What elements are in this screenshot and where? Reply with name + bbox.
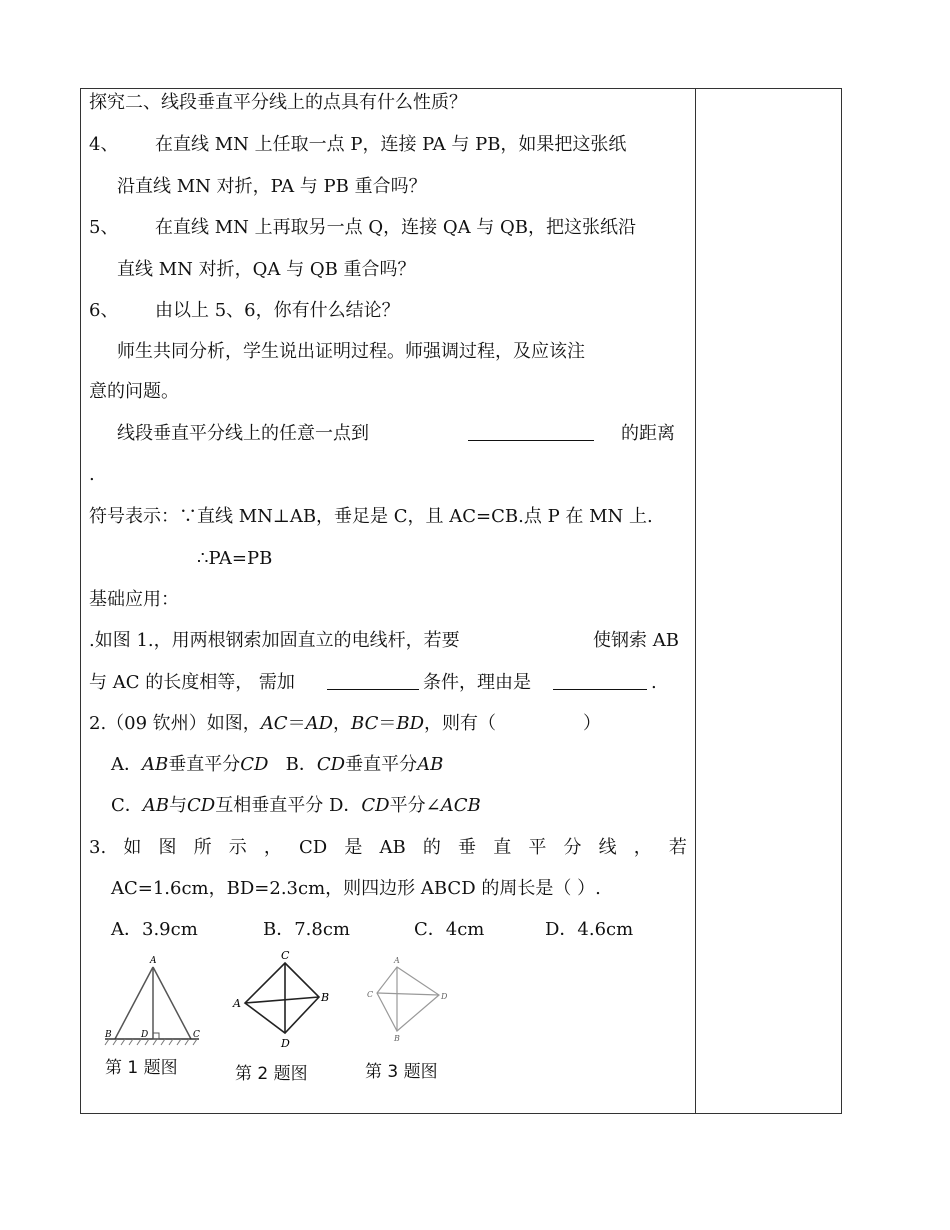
problem-3-option-b[interactable]: B．7.8cm xyxy=(263,919,351,940)
figure-1-label-a: A xyxy=(150,956,157,966)
problem-1-line1b: 使钢索 AB xyxy=(593,630,679,651)
analysis-line2: 意的问题。 xyxy=(89,381,179,402)
conclusion-dot: . xyxy=(89,464,95,485)
question-5-line2: 直线 MN 对折，QA 与 QB 重合吗？ xyxy=(117,259,416,280)
figure-2-label-a: A xyxy=(233,997,241,1010)
question-6-line1: 由以上 5、6，你有什么结论？ xyxy=(155,300,400,321)
figure-1-caption: 第 1 题图 xyxy=(105,1058,178,1078)
figure-3-label-a: A xyxy=(394,956,400,965)
quadrilateral-abcd xyxy=(377,967,439,1031)
diagonal-cd xyxy=(377,993,439,995)
option-a[interactable]: A．AB垂直平分CD xyxy=(111,754,269,775)
ground-hatch xyxy=(105,1039,197,1045)
problem-1-blank-reason[interactable] xyxy=(553,671,647,690)
figure-1-label-b: B xyxy=(105,1030,112,1040)
option-c[interactable]: C．AB与CD互相垂直平分 xyxy=(111,795,324,816)
figure-1-diagram xyxy=(97,953,207,1049)
cable-ac-line xyxy=(153,967,191,1039)
problem-1-line2a: 与 AC 的长度相等， 需加 xyxy=(89,672,295,693)
column-divider xyxy=(695,89,696,1113)
problem-3-option-c[interactable]: C．4cm xyxy=(414,919,485,940)
conclusion-text: 线段垂直平分线上的任意一点到 xyxy=(117,423,369,444)
problem-3-option-d[interactable]: D．4.6cm xyxy=(545,919,634,940)
option-d[interactable]: D．CD平分∠ACB xyxy=(328,795,481,816)
figure-2-label-c: C xyxy=(281,949,290,962)
figure-2-label-d: D xyxy=(281,1037,290,1050)
figure-3-label-d: D xyxy=(441,992,448,1001)
problem-1-line2c: . xyxy=(651,672,657,693)
problem-2-paren: ） xyxy=(583,713,601,734)
problem-3-line2: AC=1.6cm，BD=2.3cm，则四边形 ABCD 的周长是（ ）. xyxy=(111,878,601,899)
lesson-table xyxy=(80,88,842,1114)
right-angle-mark xyxy=(153,1033,159,1039)
question-4-line2: 沿直线 MN 对折，PA 与 PB 重合吗？ xyxy=(117,176,427,197)
question-5-number: 5、 xyxy=(89,217,119,238)
question-6-number: 6、 xyxy=(89,300,119,321)
figure-2-label-b: B xyxy=(321,991,330,1004)
figure-3-label-b: B xyxy=(394,1034,400,1043)
problem-3-option-a[interactable]: A．3.9cm xyxy=(111,919,198,940)
option-b[interactable]: B．CD垂直平分AB xyxy=(285,754,444,775)
figure-3-diagram xyxy=(357,953,467,1049)
problem-1-line2b: 条件，理由是 xyxy=(423,672,531,693)
basic-application-title: 基础应用： xyxy=(89,589,179,610)
figures-row xyxy=(89,947,689,1107)
problem-2-options-ab xyxy=(111,753,443,777)
conclusion-blank[interactable] xyxy=(468,422,594,441)
figure-2-diagram xyxy=(227,947,337,1055)
diagonal-ab xyxy=(245,997,319,1003)
problem-3-line1: 3. 如 图 所 示 ， CD 是 AB 的 垂 直 平 分 线 ， 若 xyxy=(89,837,687,858)
question-4-line1: 在直线 MN 上任取一点 P，连接 PA 与 PB，如果把这张纸 xyxy=(155,134,627,155)
section-title: 探究二、线段垂直平分线上的点具有什么性质？ xyxy=(89,92,467,113)
question-4-number: 4、 xyxy=(89,134,119,155)
problem-1-line1a: .如图 1.，用两根钢索加固直立的电线杆，若要 xyxy=(89,630,460,651)
symbol-line2: ∴PA=PB xyxy=(197,548,273,569)
problem-2-options-cd xyxy=(111,794,481,818)
figure-1-label-d: D xyxy=(141,1030,149,1040)
problem-1-blank-condition[interactable] xyxy=(327,671,419,690)
symbol-line1: 符号表示：∵直线 MN⊥AB，垂足是 C，且 AC=CB.点 P 在 MN 上. xyxy=(89,506,653,527)
conclusion-suffix: 的距离 xyxy=(621,423,675,444)
figure-3-caption: 第 3 题图 xyxy=(365,1062,438,1082)
figure-3-label-c: C xyxy=(367,990,374,999)
problem-2-stem: 2.（09 钦州）如图，AC＝AD，BC＝BD，则有（ xyxy=(89,713,497,734)
cable-ab-line xyxy=(115,967,153,1039)
question-5-line1: 在直线 MN 上再取另一点 Q，连接 QA 与 QB，把这张纸沿 xyxy=(155,217,637,238)
figure-2-caption: 第 2 题图 xyxy=(235,1064,308,1084)
analysis-line1: 师生共同分析，学生说出证明过程。师强调过程，及应该注 xyxy=(117,341,585,362)
figure-1-label-c: C xyxy=(193,1030,200,1040)
